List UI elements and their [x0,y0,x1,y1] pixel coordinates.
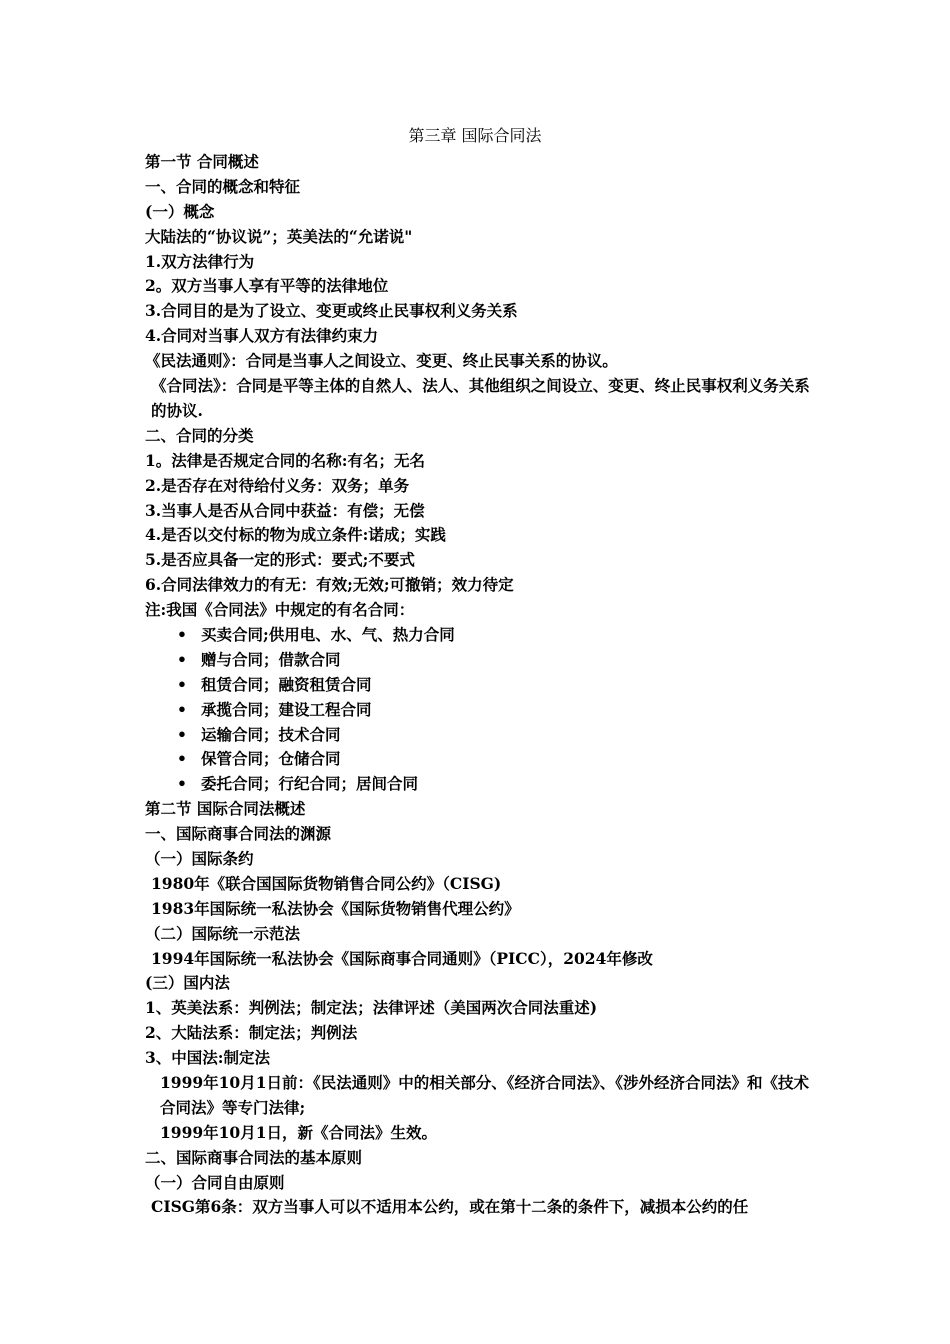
paragraph: 《民法通则》：合同是当事人之间设立、变更、终止民事关系的协议。 [145,351,618,371]
note: 注:我国《合同法》中规定的有名合同： [145,600,415,620]
sub-subsection-heading: （一）合同自由原则 [145,1172,285,1192]
list-item: 2、大陆法系：制定法；判例法 [145,1023,358,1043]
paragraph: CISG第6条：双方当事人可以不适用本公约，或在第十二条的条件下，减损本公约的任 [151,1197,749,1217]
subsection-heading: 二、合同的分类 [145,425,254,445]
list-item: 3、中国法:制定法 [145,1048,271,1068]
bullet-icon: • [177,649,187,669]
paragraph: 1983年国际统一私法协会《国际货物销售代理公约》 [151,898,520,918]
list-item: 6.合同法律效力的有无：有效;无效;可撤销；效力待定 [145,575,514,595]
sub-subsection-heading: （一）国际条约 [145,848,254,868]
list-item: 2。双方当事人享有平等的法律地位 [145,276,389,296]
paragraph: 1999年10月1日前：《民法通则》中的相关部分、《经济合同法》、《涉外经济合同法》和《技术合同法》等专门法律; [160,1072,809,1117]
list-item: 4.合同对当事人双方有法律约束力 [145,326,379,346]
document-body [145,150,813,1220]
bullet-item [145,698,813,723]
sub-subsection-heading: （二）国际统一示范法 [145,923,301,943]
bullet-text: 赠与合同；借款合同 [201,649,341,669]
sub-subsection-heading: (三）国内法 [145,973,230,993]
sub-subsection-heading: (一）概念 [145,201,215,221]
bullet-icon: • [177,774,187,794]
list-item: 5.是否应具备一定的形式：要式;不要式 [145,550,415,570]
subsection-heading: 一、合同的概念和特征 [145,176,301,196]
bullet-item [145,723,813,748]
bullet-item [145,747,813,772]
paragraph: 1999年10月1日，新《合同法》生效。 [160,1122,437,1142]
list-item: 3.合同目的是为了设立、变更或终止民事权利义务关系 [145,301,518,321]
bullet-item [145,623,813,648]
bullet-text: 运输合同；技术合同 [201,724,341,744]
bullet-item [145,772,813,797]
bullet-text: 承揽合同；建设工程合同 [201,699,372,719]
subsection-heading: 二、国际商事合同法的基本原则 [145,1147,363,1167]
chapter-title: 第三章 国际合同法 [408,126,542,145]
list-item: 3.当事人是否从合同中获益：有偿；无偿 [145,500,425,520]
bullet-text: 委托合同；行纪合同；居间合同 [201,774,419,794]
bullet-text: 买卖合同;供用电、水、气、热力合同 [201,624,455,644]
bullet-icon: • [177,624,187,644]
list-item: 1、英美法系：判例法；制定法；法律评述（美国两次合同法重述) [145,998,598,1018]
bullet-text: 租赁合同；融资租赁合同 [201,674,372,694]
paragraph: 大陆法的“协议说”；英美法的“允诺说" [145,226,413,246]
section-heading: 第一节 合同概述 [145,152,259,171]
list-item: 4.是否以交付标的物为成立条件:诺成；实践 [145,525,446,545]
list-item: 2.是否存在对待给付义务：双务；单务 [145,475,410,495]
bullet-text: 保管合同；仓储合同 [201,749,341,769]
subsection-heading: 一、国际商事合同法的渊源 [145,824,332,844]
section-heading: 第二节 国际合同法概述 [145,799,306,819]
bullet-icon: • [177,699,187,719]
bullet-icon: • [177,749,187,769]
list-item: 1。法律是否规定合同的名称:有名；无名 [145,450,426,470]
bullet-item [145,673,813,698]
paragraph: 《合同法》：合同是平等主体的自然人、法人、其他组织之间设立、变更、终止民事权利义务关系的协议. [151,376,810,420]
bullet-icon: • [177,724,187,744]
paragraph: 1994年国际统一私法协会《国际商事合同通则》（PICC），2024年修改 [151,948,653,968]
list-item: 1.双方法律行为 [145,251,255,271]
paragraph: 1980年《联合国国际货物销售合同公约》（CISG) [151,873,502,893]
bullet-icon: • [177,674,187,694]
bullet-item [145,648,813,673]
